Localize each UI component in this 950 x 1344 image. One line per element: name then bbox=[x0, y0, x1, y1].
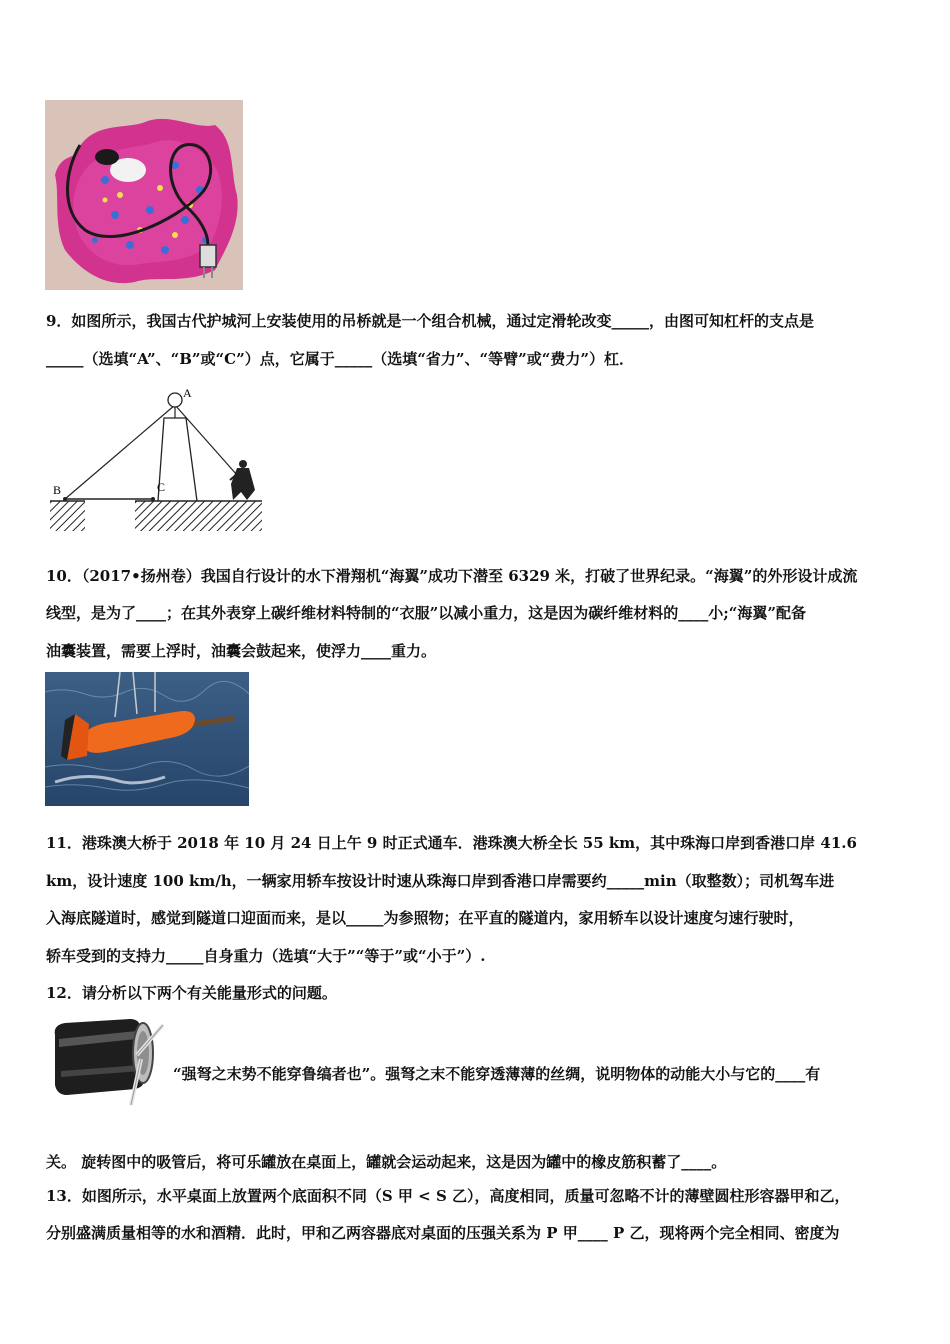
q13-text-line-1: 13．如图所示，水平桌面上放置两个底面积不同（S 甲 < S 乙），高度相同，质量可忽略不计的薄壁圆柱形容器甲和乙， bbox=[46, 1187, 850, 1205]
q13-text-line-2: 分别盛满质量相等的水和酒精．此时，甲和乙两容器底对桌面的压强关系为 P 甲____ P 乙，现将两个完全相同、密度为 bbox=[46, 1224, 840, 1242]
drawbridge-diagram bbox=[45, 380, 267, 535]
q12-text-line-3: 关。 旋转图中的吸管后，将可乐罐放在桌面上，罐就会运动起来，这是因为罐中的橡皮筋积蓄了____。 bbox=[46, 1153, 727, 1171]
q12-text-line-1: 12．请分析以下两个有关能量形式的问题。 bbox=[46, 984, 337, 1002]
label-b: B bbox=[53, 483, 62, 497]
hot-water-bag-photo bbox=[45, 100, 243, 290]
q9-text-line-1: 9．如图所示，我国古代护城河上安装使用的吊桥就是一个组合机械，通过定滑轮改变_____，由图可知杠杆的支点是 bbox=[46, 312, 814, 330]
q11-text-line-3: 入海底隧道时，感觉到隧道口迎面而来，是以_____为参照物；在平直的隧道内，家用轿车以设计速度匀速行驶时， bbox=[46, 909, 804, 927]
underwater-glider-photo bbox=[45, 672, 249, 806]
can-straw-photo bbox=[45, 1015, 170, 1107]
q11-text-line-2: km，设计速度 100 km/h，一辆家用轿车按设计时速从珠海口岸到香港口岸需要约_____min（取整数）；司机驾车进 bbox=[46, 872, 835, 890]
q12-text-line-2: “强弩之末势不能穿鲁缟者也”。强弩之末不能穿透薄薄的丝绸，说明物体的动能大小与它的____有 bbox=[173, 1065, 821, 1083]
q10-text-line-1: 10．（2017•扬州卷）我国自行设计的水下滑翔机“海翼”成功下潜至 6329 米，打破了世界纪录。“海翼”的外形设计成流 bbox=[46, 567, 858, 585]
q10-text-line-3: 油囊装置，需要上浮时，油囊会鼓起来，使浮力____重力。 bbox=[46, 642, 437, 660]
label-a: A bbox=[183, 386, 192, 400]
q11-text-line-4: 轿车受到的支持力_____自身重力（选填“大于”“等于”或“小于”）. bbox=[46, 947, 486, 965]
q9-text-line-2: _____（选填“A”、“B”或“C”）点，它属于_____（选填“省力”、“等臂”或“费力”）杠． bbox=[46, 350, 635, 368]
q10-text-line-2: 线型，是为了____；在其外表穿上碳纤维材料特制的“衣服”以减小重力，这是因为碳纤维材料的____小;“海翼”配备 bbox=[46, 604, 807, 622]
q11-text-line-1: 11．港珠澳大桥于 2018 年 10 月 24 日上午 9 时正式通车．港珠澳大桥全长 55 km，其中珠海口岸到香港口岸 41.6 bbox=[46, 834, 857, 852]
label-c: C bbox=[157, 480, 166, 494]
